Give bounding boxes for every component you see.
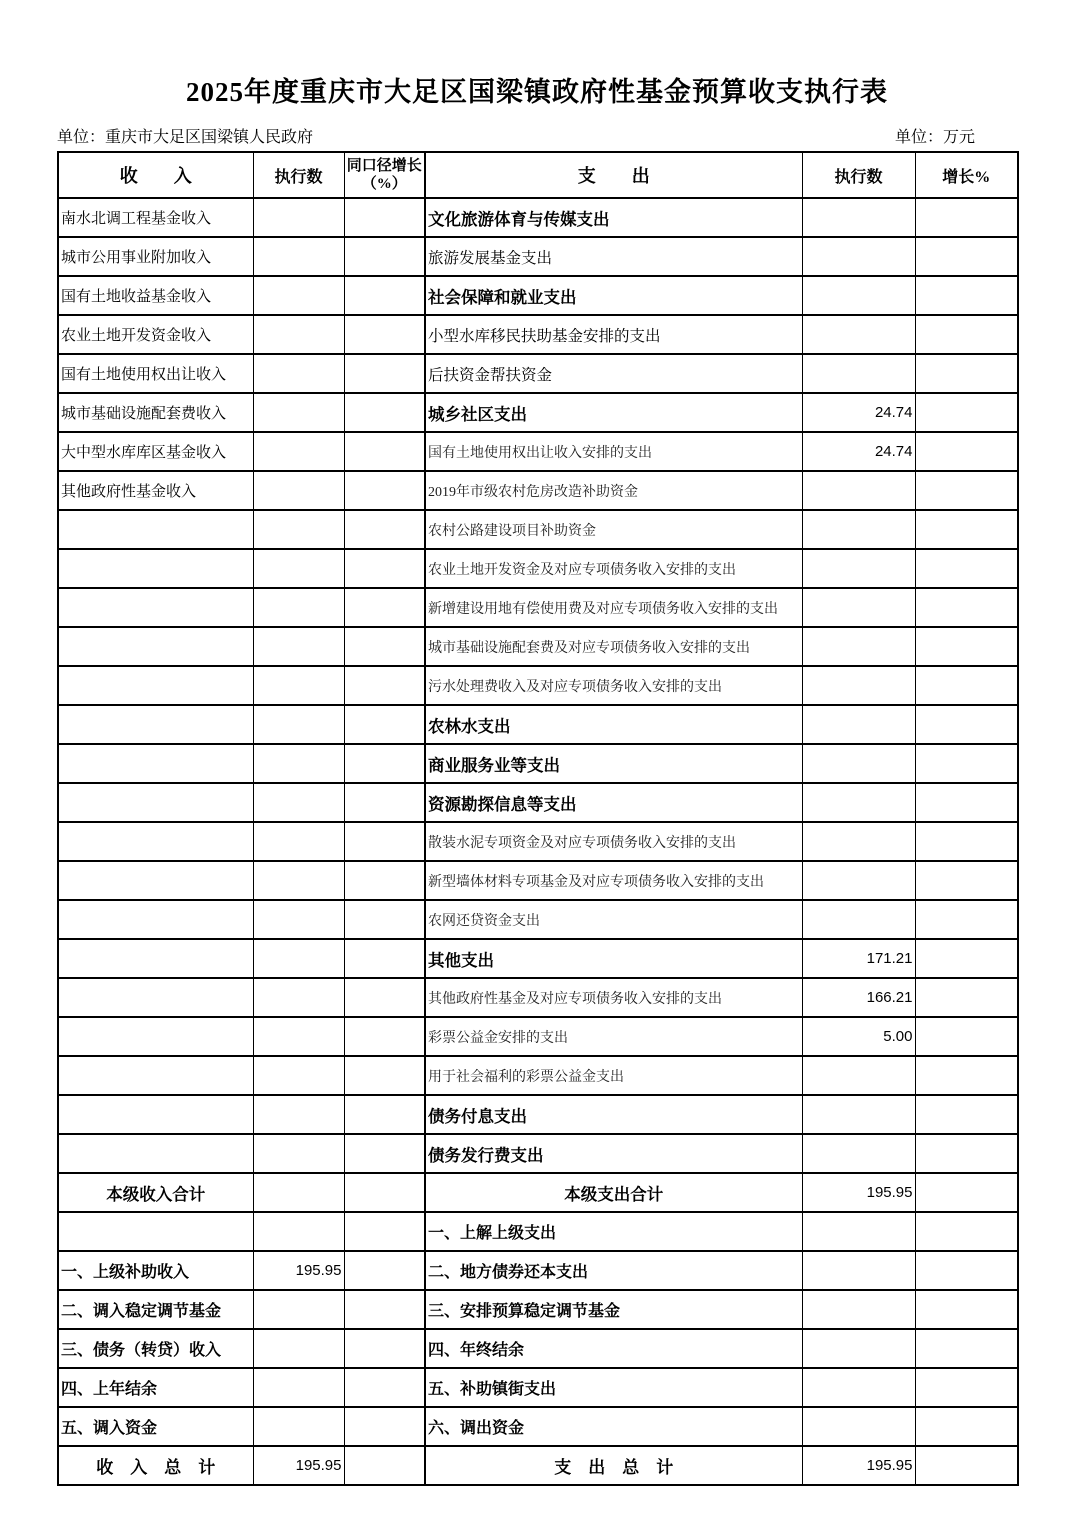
table-row bbox=[58, 1329, 1018, 1368]
income-growth-cell bbox=[344, 1290, 425, 1329]
table-row bbox=[58, 510, 1018, 549]
expense-growth-cell bbox=[915, 666, 1018, 705]
expense-exec-cell bbox=[802, 549, 915, 588]
expense-label-cell: 四、年终结余 bbox=[425, 1329, 802, 1368]
income-label-cell bbox=[58, 588, 253, 627]
expense-label-cell: 债务付息支出 bbox=[425, 1095, 802, 1134]
expense-exec-cell bbox=[802, 1251, 915, 1290]
expense-label-cell: 城市基础设施配套费及对应专项债务收入安排的支出 bbox=[425, 627, 802, 666]
header-expense-exec: 执行数 bbox=[802, 152, 915, 198]
unit-bar bbox=[57, 124, 1017, 147]
income-exec-cell bbox=[253, 1017, 344, 1056]
income-growth-cell bbox=[344, 471, 425, 510]
table-row bbox=[58, 1095, 1018, 1134]
expense-label-cell: 农网还贷资金支出 bbox=[425, 900, 802, 939]
table-row bbox=[58, 939, 1018, 978]
income-exec-cell bbox=[253, 1056, 344, 1095]
table-row bbox=[58, 1368, 1018, 1407]
table-row bbox=[58, 276, 1018, 315]
income-growth-cell bbox=[344, 1017, 425, 1056]
income-growth-cell bbox=[344, 1212, 425, 1251]
income-label-cell bbox=[58, 861, 253, 900]
income-exec-cell bbox=[253, 627, 344, 666]
expense-exec-cell: 24.74 bbox=[802, 393, 915, 432]
expense-label-cell: 资源勘探信息等支出 bbox=[425, 783, 802, 822]
expense-label-cell: 污水处理费收入及对应专项债务收入安排的支出 bbox=[425, 666, 802, 705]
expense-label-cell: 新型墙体材料专项基金及对应专项债务收入安排的支出 bbox=[425, 861, 802, 900]
page-title: 2025年度重庆市大足区国梁镇政府性基金预算收支执行表 bbox=[186, 77, 888, 107]
expense-growth-cell bbox=[915, 315, 1018, 354]
income-label-cell bbox=[58, 900, 253, 939]
header-same-caliber-growth: 同口径增长（%） bbox=[344, 152, 425, 198]
expense-label-cell: 旅游发展基金支出 bbox=[425, 237, 802, 276]
expense-exec-cell bbox=[802, 1056, 915, 1095]
income-exec-cell bbox=[253, 1212, 344, 1251]
income-growth-cell bbox=[344, 1134, 425, 1173]
income-growth-cell bbox=[344, 783, 425, 822]
income-exec-cell bbox=[253, 315, 344, 354]
income-growth-cell bbox=[344, 354, 425, 393]
income-growth-cell bbox=[344, 1329, 425, 1368]
income-label-cell: 国有土地使用权出让收入 bbox=[58, 354, 253, 393]
income-growth-cell bbox=[344, 1095, 425, 1134]
expense-exec-cell bbox=[802, 783, 915, 822]
income-label-cell bbox=[58, 822, 253, 861]
expense-exec-cell bbox=[802, 1095, 915, 1134]
expense-exec-cell bbox=[802, 1290, 915, 1329]
income-growth-cell bbox=[344, 1368, 425, 1407]
table-row bbox=[58, 705, 1018, 744]
expense-exec-cell bbox=[802, 861, 915, 900]
income-exec-cell bbox=[253, 1329, 344, 1368]
income-exec-cell: 195.95 bbox=[253, 1446, 344, 1485]
expense-growth-cell bbox=[915, 1368, 1018, 1407]
table-row bbox=[58, 1251, 1018, 1290]
expense-label-cell: 农村公路建设项目补助资金 bbox=[425, 510, 802, 549]
income-growth-cell bbox=[344, 1173, 425, 1212]
expense-label-cell: 2019年市级农村危房改造补助资金 bbox=[425, 471, 802, 510]
expense-exec-cell bbox=[802, 588, 915, 627]
income-label-cell: 农业土地开发资金收入 bbox=[58, 315, 253, 354]
income-exec-cell bbox=[253, 1173, 344, 1212]
expense-exec-cell bbox=[802, 744, 915, 783]
expense-growth-cell bbox=[915, 900, 1018, 939]
expense-exec-cell bbox=[802, 1134, 915, 1173]
expense-exec-cell: 166.21 bbox=[802, 978, 915, 1017]
income-exec-cell bbox=[253, 588, 344, 627]
income-exec-cell bbox=[253, 237, 344, 276]
income-label-cell: 二、调入稳定调节基金 bbox=[58, 1290, 253, 1329]
expense-exec-cell bbox=[802, 510, 915, 549]
income-label-cell bbox=[58, 1134, 253, 1173]
expense-label-cell: 社会保障和就业支出 bbox=[425, 276, 802, 315]
expense-label-cell: 支 出 总 计 bbox=[425, 1446, 802, 1485]
income-exec-cell bbox=[253, 666, 344, 705]
income-growth-cell bbox=[344, 978, 425, 1017]
table-row bbox=[58, 861, 1018, 900]
table-row bbox=[58, 432, 1018, 471]
expense-growth-cell bbox=[915, 510, 1018, 549]
table-row bbox=[58, 1446, 1018, 1485]
income-exec-cell bbox=[253, 471, 344, 510]
income-label-cell bbox=[58, 627, 253, 666]
expense-label-cell: 其他政府性基金及对应专项债务收入安排的支出 bbox=[425, 978, 802, 1017]
table-row bbox=[58, 666, 1018, 705]
income-growth-cell bbox=[344, 237, 425, 276]
income-label-cell: 大中型水库库区基金收入 bbox=[58, 432, 253, 471]
income-growth-cell bbox=[344, 900, 425, 939]
income-exec-cell bbox=[253, 432, 344, 471]
expense-growth-cell bbox=[915, 1290, 1018, 1329]
expense-growth-cell bbox=[915, 627, 1018, 666]
table-row bbox=[58, 354, 1018, 393]
income-exec-cell bbox=[253, 1368, 344, 1407]
income-exec-cell bbox=[253, 1134, 344, 1173]
expense-label-cell: 债务发行费支出 bbox=[425, 1134, 802, 1173]
expense-growth-cell bbox=[915, 588, 1018, 627]
expense-exec-cell bbox=[802, 276, 915, 315]
budget-table-body bbox=[58, 198, 1018, 1485]
header-growth: 增长% bbox=[915, 152, 1018, 198]
unit-label: 单位：万元 bbox=[894, 129, 975, 147]
income-growth-cell bbox=[344, 627, 425, 666]
income-growth-cell bbox=[344, 705, 425, 744]
income-label-cell: 南水北调工程基金收入 bbox=[58, 198, 253, 237]
income-exec-cell bbox=[253, 1095, 344, 1134]
table-row bbox=[58, 588, 1018, 627]
expense-exec-cell bbox=[802, 627, 915, 666]
expense-label-cell: 国有土地使用权出让收入安排的支出 bbox=[425, 432, 802, 471]
expense-growth-cell bbox=[915, 549, 1018, 588]
income-exec-cell bbox=[253, 861, 344, 900]
expense-growth-cell bbox=[915, 1173, 1018, 1212]
income-exec-cell bbox=[253, 276, 344, 315]
income-growth-cell bbox=[344, 666, 425, 705]
table-row bbox=[58, 1056, 1018, 1095]
income-exec-cell bbox=[253, 783, 344, 822]
expense-label-cell: 城乡社区支出 bbox=[425, 393, 802, 432]
expense-exec-cell: 171.21 bbox=[802, 939, 915, 978]
table-row bbox=[58, 783, 1018, 822]
table-row bbox=[58, 471, 1018, 510]
expense-label-cell: 彩票公益金安排的支出 bbox=[425, 1017, 802, 1056]
table-row bbox=[58, 393, 1018, 432]
expense-exec-cell bbox=[802, 1212, 915, 1251]
expense-growth-cell bbox=[915, 1095, 1018, 1134]
budget-table bbox=[57, 151, 1019, 1486]
expense-exec-cell: 195.95 bbox=[802, 1173, 915, 1212]
expense-exec-cell bbox=[802, 705, 915, 744]
expense-label-cell: 六、调出资金 bbox=[425, 1407, 802, 1446]
income-label-cell: 国有土地收益基金收入 bbox=[58, 276, 253, 315]
expense-label-cell: 三、安排预算稳定调节基金 bbox=[425, 1290, 802, 1329]
income-label-cell: 收 入 总 计 bbox=[58, 1446, 253, 1485]
income-growth-cell bbox=[344, 1446, 425, 1485]
expense-growth-cell bbox=[915, 861, 1018, 900]
expense-exec-cell bbox=[802, 471, 915, 510]
income-label-cell: 一、上级补助收入 bbox=[58, 1251, 253, 1290]
income-exec-cell bbox=[253, 900, 344, 939]
expense-label-cell: 二、地方债券还本支出 bbox=[425, 1251, 802, 1290]
table-row bbox=[58, 549, 1018, 588]
expense-exec-cell bbox=[802, 666, 915, 705]
table-row bbox=[58, 1290, 1018, 1329]
expense-label-cell: 后扶资金帮扶资金 bbox=[425, 354, 802, 393]
expense-exec-cell bbox=[802, 315, 915, 354]
income-label-cell: 三、债务（转贷）收入 bbox=[58, 1329, 253, 1368]
income-growth-cell bbox=[344, 198, 425, 237]
expense-growth-cell bbox=[915, 705, 1018, 744]
table-row bbox=[58, 978, 1018, 1017]
income-exec-cell bbox=[253, 354, 344, 393]
table-row bbox=[58, 627, 1018, 666]
income-growth-cell bbox=[344, 744, 425, 783]
expense-label-cell: 商业服务业等支出 bbox=[425, 744, 802, 783]
income-label-cell bbox=[58, 1056, 253, 1095]
expense-growth-cell bbox=[915, 1446, 1018, 1485]
income-label-cell bbox=[58, 1017, 253, 1056]
header-income-exec: 执行数 bbox=[253, 152, 344, 198]
expense-growth-cell bbox=[915, 198, 1018, 237]
income-label-cell: 城市公用事业附加收入 bbox=[58, 237, 253, 276]
income-label-cell: 其他政府性基金收入 bbox=[58, 471, 253, 510]
income-exec-cell bbox=[253, 198, 344, 237]
income-label-cell bbox=[58, 549, 253, 588]
expense-growth-cell bbox=[915, 1017, 1018, 1056]
income-growth-cell bbox=[344, 861, 425, 900]
expense-label-cell: 小型水库移民扶助基金安排的支出 bbox=[425, 315, 802, 354]
expense-growth-cell bbox=[915, 276, 1018, 315]
income-label-cell bbox=[58, 939, 253, 978]
income-exec-cell bbox=[253, 744, 344, 783]
expense-exec-cell bbox=[802, 900, 915, 939]
expense-growth-cell bbox=[915, 1134, 1018, 1173]
table-row bbox=[58, 1134, 1018, 1173]
income-label-cell bbox=[58, 666, 253, 705]
expense-label-cell: 其他支出 bbox=[425, 939, 802, 978]
income-growth-cell bbox=[344, 1251, 425, 1290]
income-label-cell: 四、上年结余 bbox=[58, 1368, 253, 1407]
expense-label-cell: 农林水支出 bbox=[425, 705, 802, 744]
income-growth-cell bbox=[344, 510, 425, 549]
expense-label-cell: 五、补助镇街支出 bbox=[425, 1368, 802, 1407]
income-growth-cell bbox=[344, 315, 425, 354]
income-growth-cell bbox=[344, 549, 425, 588]
expense-exec-cell bbox=[802, 198, 915, 237]
income-exec-cell bbox=[253, 705, 344, 744]
expense-exec-cell bbox=[802, 1407, 915, 1446]
expense-label-cell: 一、上解上级支出 bbox=[425, 1212, 802, 1251]
expense-exec-cell bbox=[802, 1368, 915, 1407]
income-label-cell: 城市基础设施配套费收入 bbox=[58, 393, 253, 432]
expense-exec-cell: 195.95 bbox=[802, 1446, 915, 1485]
expense-growth-cell bbox=[915, 471, 1018, 510]
table-row bbox=[58, 315, 1018, 354]
table-header-row bbox=[58, 152, 1018, 198]
expense-growth-cell bbox=[915, 1407, 1018, 1446]
income-exec-cell bbox=[253, 549, 344, 588]
expense-label-cell: 文化旅游体育与传媒支出 bbox=[425, 198, 802, 237]
expense-label-cell: 用于社会福利的彩票公益金支出 bbox=[425, 1056, 802, 1095]
header-expense: 支 出 bbox=[425, 152, 802, 198]
income-label-cell: 五、调入资金 bbox=[58, 1407, 253, 1446]
expense-growth-cell bbox=[915, 744, 1018, 783]
expense-exec-cell bbox=[802, 822, 915, 861]
income-label-cell bbox=[58, 510, 253, 549]
table-row bbox=[58, 198, 1018, 237]
income-growth-cell bbox=[344, 432, 425, 471]
table-row bbox=[58, 1173, 1018, 1212]
income-label-cell bbox=[58, 978, 253, 1017]
expense-label-cell: 农业土地开发资金及对应专项债务收入安排的支出 bbox=[425, 549, 802, 588]
expense-exec-cell bbox=[802, 237, 915, 276]
expense-growth-cell bbox=[915, 237, 1018, 276]
expense-label-cell: 本级支出合计 bbox=[425, 1173, 802, 1212]
expense-growth-cell bbox=[915, 1056, 1018, 1095]
expense-growth-cell bbox=[915, 1212, 1018, 1251]
expense-exec-cell: 5.00 bbox=[802, 1017, 915, 1056]
table-row bbox=[58, 1407, 1018, 1446]
expense-growth-cell bbox=[915, 822, 1018, 861]
income-label-cell bbox=[58, 705, 253, 744]
income-label-cell bbox=[58, 744, 253, 783]
expense-exec-cell bbox=[802, 354, 915, 393]
table-row bbox=[58, 822, 1018, 861]
expense-growth-cell bbox=[915, 978, 1018, 1017]
income-growth-cell bbox=[344, 393, 425, 432]
income-label-cell bbox=[58, 1212, 253, 1251]
income-growth-cell bbox=[344, 939, 425, 978]
unit-name: 单位：重庆市大足区国梁镇人民政府 bbox=[57, 129, 314, 147]
table-row bbox=[58, 744, 1018, 783]
expense-growth-cell bbox=[915, 783, 1018, 822]
income-exec-cell bbox=[253, 510, 344, 549]
expense-growth-cell bbox=[915, 393, 1018, 432]
income-growth-cell bbox=[344, 1056, 425, 1095]
header-income: 收 入 bbox=[58, 152, 253, 198]
expense-growth-cell bbox=[915, 432, 1018, 471]
expense-growth-cell bbox=[915, 939, 1018, 978]
expense-growth-cell bbox=[915, 354, 1018, 393]
expense-label-cell: 散装水泥专项资金及对应专项债务收入安排的支出 bbox=[425, 822, 802, 861]
income-growth-cell bbox=[344, 588, 425, 627]
income-label-cell bbox=[58, 783, 253, 822]
table-row bbox=[58, 1212, 1018, 1251]
income-label-cell bbox=[58, 1095, 253, 1134]
expense-exec-cell bbox=[802, 1329, 915, 1368]
income-label-cell: 本级收入合计 bbox=[58, 1173, 253, 1212]
income-exec-cell: 195.95 bbox=[253, 1251, 344, 1290]
income-growth-cell bbox=[344, 1407, 425, 1446]
income-exec-cell bbox=[253, 978, 344, 1017]
income-growth-cell bbox=[344, 276, 425, 315]
expense-growth-cell bbox=[915, 1251, 1018, 1290]
income-exec-cell bbox=[253, 939, 344, 978]
income-exec-cell bbox=[253, 822, 344, 861]
table-row bbox=[58, 237, 1018, 276]
income-exec-cell bbox=[253, 1407, 344, 1446]
expense-growth-cell bbox=[915, 1329, 1018, 1368]
expense-exec-cell: 24.74 bbox=[802, 432, 915, 471]
income-exec-cell bbox=[253, 1290, 344, 1329]
income-growth-cell bbox=[344, 822, 425, 861]
table-row bbox=[58, 1017, 1018, 1056]
table-row bbox=[58, 900, 1018, 939]
income-exec-cell bbox=[253, 393, 344, 432]
expense-label-cell: 新增建设用地有偿使用费及对应专项债务收入安排的支出 bbox=[425, 588, 802, 627]
